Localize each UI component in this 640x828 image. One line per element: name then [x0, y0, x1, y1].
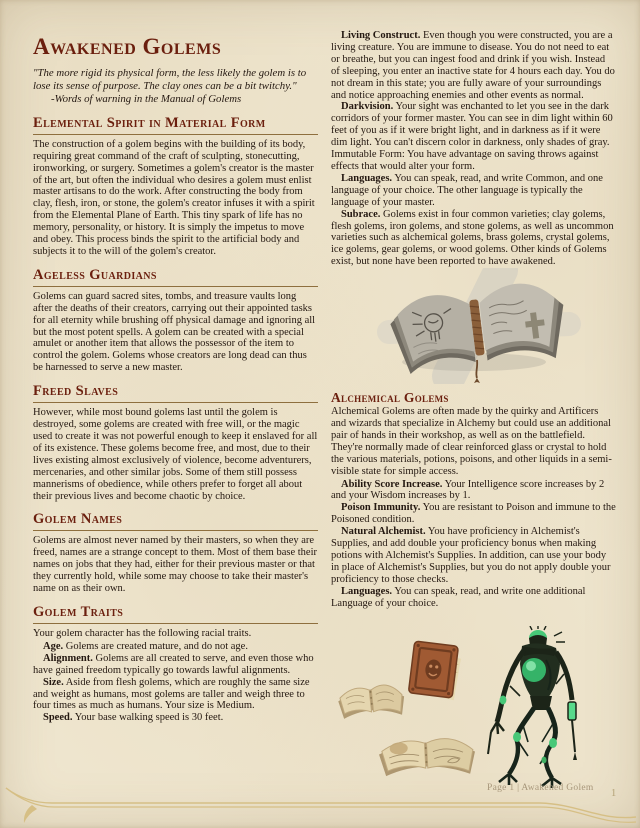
section-ageless-guardians — [33, 267, 318, 374]
trait-languages — [331, 173, 616, 209]
trait-text: Golems exist in four common varieties; clay golems, flesh golems, iron golems, and stone golems, as well as uncommon varieties such as alchemical golems, brass golems, crystal golems, ice golems, gear golems, or wood golems. Other kinds of Golems exist, but none have been reported to have awakened. — [331, 208, 614, 268]
trait-age — [33, 641, 318, 653]
section-golem-names — [33, 511, 318, 595]
section-golem-traits — [33, 604, 318, 724]
trait-label: Size. — [43, 676, 64, 688]
trait-text: Your Intelligence score increases by 2 and your Wisdom increases by 1. — [331, 478, 605, 502]
trait-label: Speed. — [43, 712, 73, 724]
trait-poison-immunity — [331, 502, 616, 526]
trait-text: Even though you were constructed, you are a living creature. You are immune to disease. You do not need to eat or breathe, but you can ingest food and drink if you wish. Instead of sleeping, you enter an inactive state for 4 hours each day. You do not dream in this state; you are fully aware of your surroundings and notice approaching enemies and other events as normal. — [331, 30, 615, 101]
trait-living-construct — [331, 30, 616, 101]
trait-text: Your base walking speed is 30 feet. — [74, 712, 224, 724]
trait-darkvision — [331, 101, 616, 172]
page-title: Awakened Golems — [33, 34, 222, 59]
section-heading: Elemental Spirit in Material Form — [33, 115, 318, 135]
trait-natural-alchemist — [331, 526, 616, 586]
section-body: However, while most bound golems last until the golem is destroyed, some golems are created with free will, or the magic used to create it was not powerful enough to keep it enslaved for all of its existence. These golems become free, and most, due to their lives existing almost exclusively of violence, become adventurers, mercenaries, and other similar jobs. Some of them still possess mannerisms of obedience, while others prefer to forget all about their previous lives and become chaotic by choice. — [33, 407, 318, 502]
trait-text: Aside from flesh golems, which are roughly the same size and weight as humans, most golems are taller and weigh three to four times as much as humans. Your size is Medium. — [33, 676, 310, 712]
section-heading: Alchemical Golems — [331, 390, 449, 406]
section-heading: Golem Names — [33, 511, 318, 531]
trait-text: You are resistant to Poison and immune to the Poisoned condition. — [331, 502, 616, 526]
section-freed-slaves — [33, 383, 318, 502]
section-heading: Ageless Guardians — [33, 267, 318, 287]
closed-ornate-tome-illustration — [407, 640, 467, 706]
cord-tip — [474, 378, 480, 383]
hanging-cord — [476, 360, 477, 378]
trait-speed — [33, 712, 318, 724]
trait-label: Languages. — [341, 172, 393, 184]
trait-label: Subrace. — [341, 208, 381, 220]
left-column — [33, 30, 318, 724]
footer-page-number: 1 — [611, 788, 617, 799]
trait-text: You can speak, read, and write Common, and one language of your choice. The other language is typically the language of your master. — [331, 172, 603, 208]
trait-alignment — [33, 653, 318, 677]
trait-label: Living Construct. — [341, 30, 421, 41]
section-elemental-spirit — [33, 115, 318, 258]
footer-page-label: Page 1 | Awakened Golem — [487, 783, 594, 793]
trait-ability-score-increase — [331, 479, 616, 503]
section-body: Alchemical Golems are often made by the quirky and Artificers and wizards that specialize in Alchemy but could use an additional pair of hands in their workshop, as well as on the battlefield. They're normally made of clear reinforced glass or crystal to hold the various materials, potions, poisons, and other liquids in a semi-visible state for simple access. — [331, 406, 612, 477]
trait-label: Darkvision. — [341, 101, 394, 113]
epigraph-text: "The more rigid its physical form, the less likely the golem is to lose its sense of purpose. The clay ones can be a bit twitchy." — [33, 67, 307, 92]
section-heading: Freed Slaves — [33, 383, 318, 403]
trait-text: You have proficiency in Alchemist's Supplies, and add double your proficiency bonus when making potions with Alchemist's Supplies. In addition, can use your body in place of Alchemist's Supplies, but you do not apply double your proficiency to those checks. — [331, 526, 611, 585]
trait-text: You can speak, read, and write one additional Language of your choice. — [331, 585, 586, 609]
trait-size — [33, 677, 318, 713]
trait-languages-alchemical — [331, 586, 616, 610]
alchemical-golem-illustration — [476, 626, 588, 792]
epigraph — [33, 67, 318, 106]
right-column — [331, 30, 616, 610]
section-heading: Golem Traits — [33, 604, 318, 624]
trait-label: Languages. — [341, 585, 393, 597]
trait-label: Poison Immunity. — [341, 502, 421, 514]
trait-subrace — [331, 209, 616, 269]
golem-body — [488, 626, 577, 788]
trait-label: Alignment. — [43, 652, 93, 664]
trait-label: Ability Score Increase. — [341, 478, 443, 490]
section-body: Golems are almost never named by their masters, so when they are freed, names are a strange concept to them. Most of them base their names on jobs that they had, either for their previous master or that they currently hold, while some may choose to take their master's name on as their own. — [33, 535, 317, 595]
trait-text: Golems are created mature, and do not age. — [65, 640, 248, 652]
section-body: The construction of a golem begins with the building of its body, requiring great command of the craft of sculpting, stonecutting, ironworking, or surgery. Sometimes a golem's creator is the master of the art, but often the individual who desires a golem must enlist master artisans to do the work. After constructing the body from clay, flesh, iron, or stone, the golem's creator infuses it with a spirit from the Elemental Plane of Earth. This tiny spark of life has no memory, personality, or history. It is simply the impetus to move and obey. This process binds the spirit to the artificial body and subjects it to the will of the golem's creator. — [33, 138, 315, 257]
small-open-tome-illustration — [330, 664, 412, 730]
section-alchemical-golems — [331, 390, 616, 609]
trait-label: Natural Alchemist. — [341, 526, 426, 538]
trait-label: Age. — [43, 640, 64, 652]
trait-text: Golems are all created to serve, and even those who have gained freedom typically go towards lawful alignments. — [33, 652, 314, 676]
stone-book-illustration — [331, 268, 616, 384]
traits-intro: Your golem character has the following racial traits. — [33, 627, 252, 639]
section-body: Golems can guard sacred sites, tombs, and treasure vaults long after the deaths of their creators, carrying out their appointed tasks for all eternity while brushing off physical damage and ignoring all but the most potent spells. A golem can be created with a special amulet or another item that allows the possessor of the item to control the golem. Golems whose creators are long dead can thus be harnessed to serve a new master. — [33, 290, 316, 374]
epigraph-attribution: -Words of warning in the Manual of Golems — [51, 93, 242, 106]
large-open-tome-illustration — [373, 722, 481, 784]
trait-text: Your sight was enchanted to let you see in the dark corridors of your former master. You can see in dim light within 60 feet of you as if it were bright light, and in darkness as if it were dim light. You can't discern color in darkness, only shades of gray. Immutable Form: You have advantage on saving throws against effects that would alter your form. — [331, 101, 613, 172]
